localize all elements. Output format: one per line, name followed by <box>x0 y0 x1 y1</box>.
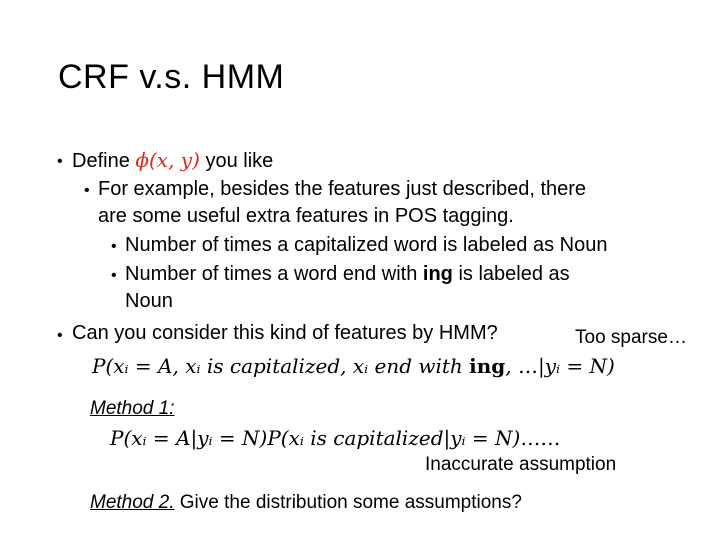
method-1-equation: P(xᵢ = A|yᵢ = N)P(xᵢ is capitalized|yᵢ = N)…… <box>110 426 561 450</box>
eq1-ing: ing <box>469 354 506 378</box>
bullet-define <box>72 148 273 173</box>
bullet-dot: • <box>84 182 90 199</box>
slide-title: CRF v.s. HMM <box>58 58 285 96</box>
phi-formula: ϕ(x, y) <box>135 148 200 172</box>
eq1-post: , …|yᵢ = N) <box>505 354 615 378</box>
you-like-text: you like <box>199 150 274 172</box>
too-sparse-note: Too sparse… <box>575 327 687 348</box>
question-hmm: Can you consider this kind of features by HMM? <box>72 322 498 344</box>
define-text: Define <box>72 150 136 172</box>
method-1-label: Method 1: <box>90 398 175 419</box>
joint-probability-equation <box>92 354 615 378</box>
eq1-pre: P(xᵢ = A, xᵢ is capitalized, xᵢ end with <box>92 354 470 378</box>
ing-bold: ing <box>422 263 453 285</box>
feature-ing-pre: Number of times a word end with <box>125 263 423 285</box>
bullet-dot: • <box>111 267 117 284</box>
method-2-text: Give the distribution some assumptions? <box>174 492 522 513</box>
method-2-label: Method 2. <box>90 492 175 513</box>
example-line-2: are some useful extra features in POS tagging. <box>98 205 514 227</box>
bullet-dot: • <box>111 238 117 255</box>
method-2-line <box>90 492 522 514</box>
feature-ing-post: is labeled as <box>452 263 570 285</box>
feature-capitalized: Number of times a capitalized word is labeled as Noun <box>125 234 608 256</box>
bullet-dot: • <box>57 327 63 344</box>
feature-ing <box>125 263 570 286</box>
bullet-dot: • <box>57 153 63 170</box>
inaccurate-assumption-note: Inaccurate assumption <box>425 454 617 475</box>
feature-ing-line-2: Noun <box>125 290 173 312</box>
example-line-1: For example, besides the features just described, there <box>98 178 587 200</box>
